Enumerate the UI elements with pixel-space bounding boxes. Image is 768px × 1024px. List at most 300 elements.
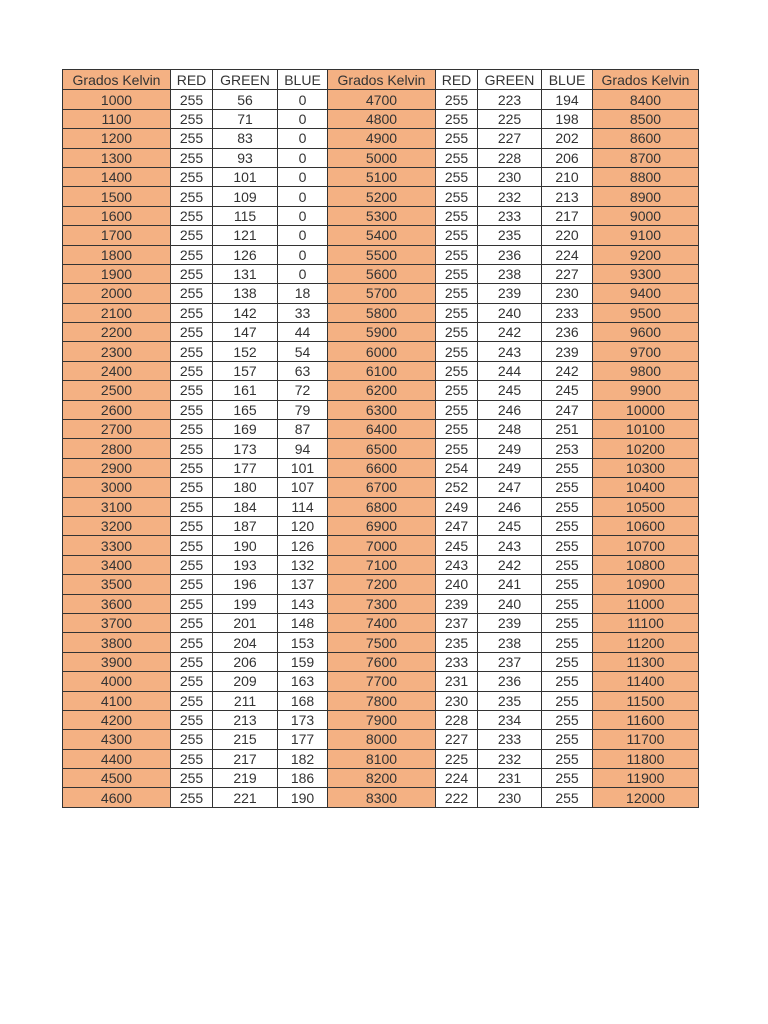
- kelvin-cell: 1500: [63, 187, 171, 206]
- blue-value-cell: 247: [542, 400, 593, 419]
- kelvin-cell: 5300: [328, 206, 436, 225]
- green-value-cell: 217: [213, 749, 278, 768]
- green-value-cell: 239: [478, 284, 542, 303]
- kelvin-cell: 4900: [328, 129, 436, 148]
- green-value-cell: 225: [478, 109, 542, 128]
- kelvin-cell: 8500: [593, 109, 699, 128]
- green-value-cell: 209: [213, 672, 278, 691]
- kelvin-cell: 10100: [593, 420, 699, 439]
- kelvin-cell: 8600: [593, 129, 699, 148]
- blue-value-cell: 255: [542, 749, 593, 768]
- kelvin-cell: 9800: [593, 361, 699, 380]
- green-value-cell: 199: [213, 594, 278, 613]
- table-row: [63, 749, 699, 768]
- red-value-cell: 255: [171, 420, 213, 439]
- red-value-cell: 255: [171, 381, 213, 400]
- kelvin-cell: 9100: [593, 226, 699, 245]
- blue-value-cell: 227: [542, 264, 593, 283]
- red-value-cell: 255: [436, 342, 478, 361]
- red-value-cell: 255: [171, 749, 213, 768]
- green-value-cell: 83: [213, 129, 278, 148]
- green-value-cell: 233: [478, 730, 542, 749]
- table-header: [63, 70, 699, 90]
- blue-value-cell: 190: [278, 788, 328, 807]
- red-value-cell: 255: [436, 245, 478, 264]
- blue-value-cell: 194: [542, 90, 593, 109]
- red-value-cell: 247: [436, 516, 478, 535]
- red-value-cell: 255: [171, 148, 213, 167]
- kelvin-cell: 4400: [63, 749, 171, 768]
- blue-value-cell: 236: [542, 323, 593, 342]
- table-row: [63, 400, 699, 419]
- kelvin-cell: 9900: [593, 381, 699, 400]
- blue-value-cell: 224: [542, 245, 593, 264]
- blue-value-cell: 202: [542, 129, 593, 148]
- green-value-cell: 206: [213, 652, 278, 671]
- kelvin-cell: 4200: [63, 710, 171, 729]
- green-value-cell: 246: [478, 400, 542, 419]
- kelvin-cell: 8800: [593, 167, 699, 186]
- kelvin-cell: 5600: [328, 264, 436, 283]
- red-value-cell: 255: [436, 264, 478, 283]
- blue-value-cell: 210: [542, 167, 593, 186]
- blue-value-cell: 72: [278, 381, 328, 400]
- blue-value-cell: 0: [278, 109, 328, 128]
- kelvin-cell: 2600: [63, 400, 171, 419]
- kelvin-cell: 4500: [63, 769, 171, 788]
- kelvin-cell: 4000: [63, 672, 171, 691]
- green-value-cell: 180: [213, 478, 278, 497]
- green-value-cell: 213: [213, 710, 278, 729]
- red-value-cell: 255: [171, 90, 213, 109]
- red-value-cell: 255: [171, 497, 213, 516]
- green-value-cell: 101: [213, 167, 278, 186]
- kelvin-cell: 1300: [63, 148, 171, 167]
- kelvin-cell: 4700: [328, 90, 436, 109]
- green-value-cell: 231: [478, 769, 542, 788]
- kelvin-cell: 10200: [593, 439, 699, 458]
- green-value-cell: 241: [478, 575, 542, 594]
- blue-value-cell: 143: [278, 594, 328, 613]
- red-value-cell: 255: [171, 303, 213, 322]
- red-value-cell: 255: [171, 226, 213, 245]
- blue-value-cell: 255: [542, 769, 593, 788]
- kelvin-cell: 6700: [328, 478, 436, 497]
- table-row: [63, 730, 699, 749]
- kelvin-cell: 7800: [328, 691, 436, 710]
- kelvin-cell: 5500: [328, 245, 436, 264]
- red-value-cell: 225: [436, 749, 478, 768]
- kelvin-cell: 2100: [63, 303, 171, 322]
- kelvin-cell: 1200: [63, 129, 171, 148]
- kelvin-cell: 11300: [593, 652, 699, 671]
- kelvin-cell: 9200: [593, 245, 699, 264]
- table-row: [63, 536, 699, 555]
- table-row: [63, 788, 699, 807]
- column-header-red-2: RED: [171, 70, 213, 90]
- green-value-cell: 221: [213, 788, 278, 807]
- table-row: [63, 303, 699, 322]
- column-header-blue-4: BLUE: [278, 70, 328, 90]
- green-value-cell: 173: [213, 439, 278, 458]
- kelvin-cell: 8900: [593, 187, 699, 206]
- green-value-cell: 236: [478, 245, 542, 264]
- kelvin-cell: 7600: [328, 652, 436, 671]
- kelvin-rgb-table: [62, 69, 699, 808]
- kelvin-cell: 8200: [328, 769, 436, 788]
- green-value-cell: 219: [213, 769, 278, 788]
- kelvin-cell: 5400: [328, 226, 436, 245]
- kelvin-cell: 2000: [63, 284, 171, 303]
- blue-value-cell: 0: [278, 148, 328, 167]
- green-value-cell: 147: [213, 323, 278, 342]
- green-value-cell: 193: [213, 555, 278, 574]
- green-value-cell: 245: [478, 516, 542, 535]
- blue-value-cell: 120: [278, 516, 328, 535]
- table-row: [63, 497, 699, 516]
- blue-value-cell: 137: [278, 575, 328, 594]
- red-value-cell: 255: [171, 361, 213, 380]
- kelvin-cell: 5900: [328, 323, 436, 342]
- green-value-cell: 246: [478, 497, 542, 516]
- kelvin-cell: 10900: [593, 575, 699, 594]
- blue-value-cell: 33: [278, 303, 328, 322]
- kelvin-cell: 10600: [593, 516, 699, 535]
- blue-value-cell: 159: [278, 652, 328, 671]
- green-value-cell: 238: [478, 633, 542, 652]
- kelvin-cell: 9600: [593, 323, 699, 342]
- kelvin-cell: 8100: [328, 749, 436, 768]
- green-value-cell: 138: [213, 284, 278, 303]
- blue-value-cell: 132: [278, 555, 328, 574]
- red-value-cell: 255: [436, 90, 478, 109]
- blue-value-cell: 255: [542, 594, 593, 613]
- blue-value-cell: 0: [278, 129, 328, 148]
- kelvin-cell: 1700: [63, 226, 171, 245]
- red-value-cell: 255: [171, 167, 213, 186]
- blue-value-cell: 0: [278, 245, 328, 264]
- green-value-cell: 243: [478, 536, 542, 555]
- green-value-cell: 121: [213, 226, 278, 245]
- green-value-cell: 187: [213, 516, 278, 535]
- red-value-cell: 255: [171, 129, 213, 148]
- kelvin-cell: 11500: [593, 691, 699, 710]
- kelvin-cell: 4600: [63, 788, 171, 807]
- red-value-cell: 255: [171, 516, 213, 535]
- green-value-cell: 238: [478, 264, 542, 283]
- kelvin-cell: 8300: [328, 788, 436, 807]
- blue-value-cell: 101: [278, 458, 328, 477]
- red-value-cell: 228: [436, 710, 478, 729]
- kelvin-cell: 2200: [63, 323, 171, 342]
- red-value-cell: 255: [436, 323, 478, 342]
- table-row: [63, 167, 699, 186]
- kelvin-cell: 9700: [593, 342, 699, 361]
- red-value-cell: 233: [436, 652, 478, 671]
- green-value-cell: 234: [478, 710, 542, 729]
- kelvin-cell: 3200: [63, 516, 171, 535]
- green-value-cell: 196: [213, 575, 278, 594]
- blue-value-cell: 253: [542, 439, 593, 458]
- red-value-cell: 255: [171, 594, 213, 613]
- green-value-cell: 71: [213, 109, 278, 128]
- red-value-cell: 255: [171, 342, 213, 361]
- table-row: [63, 264, 699, 283]
- green-value-cell: 109: [213, 187, 278, 206]
- kelvin-cell: 3500: [63, 575, 171, 594]
- green-value-cell: 236: [478, 672, 542, 691]
- kelvin-cell: 6800: [328, 497, 436, 516]
- green-value-cell: 201: [213, 613, 278, 632]
- blue-value-cell: 182: [278, 749, 328, 768]
- table-row: [63, 594, 699, 613]
- green-value-cell: 232: [478, 749, 542, 768]
- column-header-blue-8: BLUE: [542, 70, 593, 90]
- blue-value-cell: 255: [542, 458, 593, 477]
- red-value-cell: 255: [171, 769, 213, 788]
- table-row: [63, 769, 699, 788]
- green-value-cell: 157: [213, 361, 278, 380]
- blue-value-cell: 251: [542, 420, 593, 439]
- kelvin-cell: 1900: [63, 264, 171, 283]
- red-value-cell: 240: [436, 575, 478, 594]
- red-value-cell: 255: [171, 439, 213, 458]
- green-value-cell: 227: [478, 129, 542, 148]
- red-value-cell: 255: [436, 206, 478, 225]
- red-value-cell: 255: [436, 129, 478, 148]
- kelvin-cell: 6500: [328, 439, 436, 458]
- kelvin-cell: 7000: [328, 536, 436, 555]
- kelvin-cell: 3300: [63, 536, 171, 555]
- blue-value-cell: 230: [542, 284, 593, 303]
- red-value-cell: 255: [436, 167, 478, 186]
- green-value-cell: 249: [478, 458, 542, 477]
- column-header-green-7: GREEN: [478, 70, 542, 90]
- red-value-cell: 237: [436, 613, 478, 632]
- blue-value-cell: 148: [278, 613, 328, 632]
- blue-value-cell: 87: [278, 420, 328, 439]
- green-value-cell: 248: [478, 420, 542, 439]
- green-value-cell: 215: [213, 730, 278, 749]
- red-value-cell: 255: [436, 361, 478, 380]
- blue-value-cell: 206: [542, 148, 593, 167]
- green-value-cell: 152: [213, 342, 278, 361]
- kelvin-cell: 3100: [63, 497, 171, 516]
- green-value-cell: 232: [478, 187, 542, 206]
- kelvin-cell: 11000: [593, 594, 699, 613]
- kelvin-cell: 11700: [593, 730, 699, 749]
- red-value-cell: 227: [436, 730, 478, 749]
- red-value-cell: 255: [171, 788, 213, 807]
- green-value-cell: 142: [213, 303, 278, 322]
- red-value-cell: 255: [171, 536, 213, 555]
- kelvin-cell: 7700: [328, 672, 436, 691]
- green-value-cell: 245: [478, 381, 542, 400]
- blue-value-cell: 177: [278, 730, 328, 749]
- red-value-cell: 255: [171, 264, 213, 283]
- table-row: [63, 652, 699, 671]
- kelvin-cell: 6000: [328, 342, 436, 361]
- red-value-cell: 255: [436, 226, 478, 245]
- green-value-cell: 242: [478, 323, 542, 342]
- table-row: [63, 187, 699, 206]
- kelvin-cell: 3400: [63, 555, 171, 574]
- kelvin-cell: 2400: [63, 361, 171, 380]
- green-value-cell: 235: [478, 691, 542, 710]
- red-value-cell: 255: [171, 730, 213, 749]
- blue-value-cell: 107: [278, 478, 328, 497]
- green-value-cell: 239: [478, 613, 542, 632]
- table-row: [63, 245, 699, 264]
- green-value-cell: 243: [478, 342, 542, 361]
- blue-value-cell: 94: [278, 439, 328, 458]
- blue-value-cell: 255: [542, 788, 593, 807]
- green-value-cell: 223: [478, 90, 542, 109]
- green-value-cell: 235: [478, 226, 542, 245]
- kelvin-cell: 5100: [328, 167, 436, 186]
- table-row: [63, 478, 699, 497]
- green-value-cell: 230: [478, 788, 542, 807]
- red-value-cell: 255: [436, 109, 478, 128]
- kelvin-cell: 7500: [328, 633, 436, 652]
- table-row: [63, 672, 699, 691]
- kelvin-cell: 2500: [63, 381, 171, 400]
- kelvin-cell: 2300: [63, 342, 171, 361]
- kelvin-cell: 12000: [593, 788, 699, 807]
- blue-value-cell: 126: [278, 536, 328, 555]
- column-header-kelvin-9: Grados Kelvin: [593, 70, 699, 90]
- red-value-cell: 255: [171, 458, 213, 477]
- column-header-red-6: RED: [436, 70, 478, 90]
- kelvin-cell: 2900: [63, 458, 171, 477]
- table-row: [63, 206, 699, 225]
- kelvin-cell: 3000: [63, 478, 171, 497]
- blue-value-cell: 255: [542, 555, 593, 574]
- kelvin-cell: 5200: [328, 187, 436, 206]
- green-value-cell: 244: [478, 361, 542, 380]
- blue-value-cell: 163: [278, 672, 328, 691]
- red-value-cell: 255: [171, 691, 213, 710]
- green-value-cell: 240: [478, 303, 542, 322]
- kelvin-cell: 1400: [63, 167, 171, 186]
- red-value-cell: 255: [171, 613, 213, 632]
- kelvin-cell: 6100: [328, 361, 436, 380]
- blue-value-cell: 0: [278, 206, 328, 225]
- green-value-cell: 184: [213, 497, 278, 516]
- table-row: [63, 109, 699, 128]
- blue-value-cell: 114: [278, 497, 328, 516]
- kelvin-cell: 4100: [63, 691, 171, 710]
- kelvin-cell: 11400: [593, 672, 699, 691]
- table-row: [63, 226, 699, 245]
- red-value-cell: 255: [171, 323, 213, 342]
- red-value-cell: 255: [436, 400, 478, 419]
- blue-value-cell: 245: [542, 381, 593, 400]
- table-row: [63, 710, 699, 729]
- red-value-cell: 255: [436, 439, 478, 458]
- kelvin-cell: 1100: [63, 109, 171, 128]
- blue-value-cell: 255: [542, 652, 593, 671]
- kelvin-cell: 1000: [63, 90, 171, 109]
- green-value-cell: 56: [213, 90, 278, 109]
- green-value-cell: 240: [478, 594, 542, 613]
- kelvin-cell: 3800: [63, 633, 171, 652]
- blue-value-cell: 168: [278, 691, 328, 710]
- kelvin-cell: 7300: [328, 594, 436, 613]
- green-value-cell: 228: [478, 148, 542, 167]
- red-value-cell: 231: [436, 672, 478, 691]
- table-body: [63, 90, 699, 807]
- table-row: [63, 458, 699, 477]
- kelvin-cell: 6600: [328, 458, 436, 477]
- blue-value-cell: 255: [542, 633, 593, 652]
- kelvin-cell: 11100: [593, 613, 699, 632]
- red-value-cell: 255: [436, 148, 478, 167]
- kelvin-cell: 3700: [63, 613, 171, 632]
- green-value-cell: 190: [213, 536, 278, 555]
- red-value-cell: 255: [171, 478, 213, 497]
- kelvin-cell: 8400: [593, 90, 699, 109]
- red-value-cell: 255: [171, 575, 213, 594]
- red-value-cell: 255: [171, 109, 213, 128]
- kelvin-cell: 7900: [328, 710, 436, 729]
- kelvin-cell: 3900: [63, 652, 171, 671]
- red-value-cell: 224: [436, 769, 478, 788]
- red-value-cell: 245: [436, 536, 478, 555]
- kelvin-cell: 11600: [593, 710, 699, 729]
- kelvin-cell: 4800: [328, 109, 436, 128]
- kelvin-cell: 5700: [328, 284, 436, 303]
- green-value-cell: 211: [213, 691, 278, 710]
- green-value-cell: 247: [478, 478, 542, 497]
- kelvin-cell: 9500: [593, 303, 699, 322]
- red-value-cell: 255: [171, 672, 213, 691]
- red-value-cell: 255: [171, 710, 213, 729]
- table-row: [63, 342, 699, 361]
- kelvin-cell: 5000: [328, 148, 436, 167]
- red-value-cell: 255: [171, 206, 213, 225]
- kelvin-cell: 8700: [593, 148, 699, 167]
- blue-value-cell: 0: [278, 264, 328, 283]
- blue-value-cell: 217: [542, 206, 593, 225]
- kelvin-cell: 10500: [593, 497, 699, 516]
- kelvin-cell: 6900: [328, 516, 436, 535]
- red-value-cell: 254: [436, 458, 478, 477]
- kelvin-cell: 1800: [63, 245, 171, 264]
- green-value-cell: 165: [213, 400, 278, 419]
- red-value-cell: 255: [171, 284, 213, 303]
- blue-value-cell: 0: [278, 226, 328, 245]
- green-value-cell: 169: [213, 420, 278, 439]
- kelvin-cell: 10800: [593, 555, 699, 574]
- red-value-cell: 255: [171, 187, 213, 206]
- blue-value-cell: 186: [278, 769, 328, 788]
- blue-value-cell: 18: [278, 284, 328, 303]
- red-value-cell: 249: [436, 497, 478, 516]
- blue-value-cell: 63: [278, 361, 328, 380]
- red-value-cell: 255: [436, 187, 478, 206]
- header-row: [63, 70, 699, 90]
- blue-value-cell: 255: [542, 710, 593, 729]
- blue-value-cell: 79: [278, 400, 328, 419]
- kelvin-cell: 10000: [593, 400, 699, 419]
- kelvin-cell: 6200: [328, 381, 436, 400]
- green-value-cell: 230: [478, 167, 542, 186]
- red-value-cell: 252: [436, 478, 478, 497]
- kelvin-cell: 9300: [593, 264, 699, 283]
- kelvin-cell: 10400: [593, 478, 699, 497]
- green-value-cell: 161: [213, 381, 278, 400]
